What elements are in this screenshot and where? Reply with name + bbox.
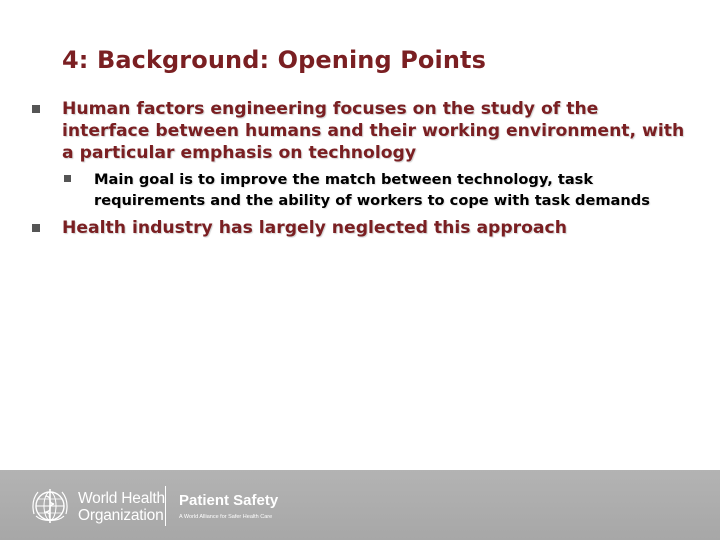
sub-bullet-text: Main goal is to improve the match between technology, task requirements and the ability of workers to cope with task demands	[94, 171, 650, 209]
square-bullet-icon	[32, 105, 40, 113]
square-bullet-icon	[32, 224, 40, 232]
program-title: Patient Safety	[179, 492, 279, 509]
bullet-item	[30, 217, 690, 239]
bullet-list	[30, 98, 690, 239]
footer-divider	[165, 486, 166, 526]
slide-title: 4: Background: Opening Points	[62, 46, 486, 74]
who-emblem-icon	[30, 486, 70, 526]
program-tagline: A World Alliance for Safer Health Care	[179, 514, 273, 520]
bullet-text: Health industry has largely neglected this approach	[62, 218, 567, 238]
sub-bullet-item	[62, 169, 690, 211]
org-name: World Health Organization	[78, 490, 165, 524]
bullet-text: Human factors engineering focuses on the study of the interface between humans and their working environment, with a particular emphasis on technology	[62, 99, 685, 163]
bullet-item	[30, 98, 690, 164]
footer-band	[0, 470, 720, 540]
square-bullet-icon	[64, 175, 71, 182]
